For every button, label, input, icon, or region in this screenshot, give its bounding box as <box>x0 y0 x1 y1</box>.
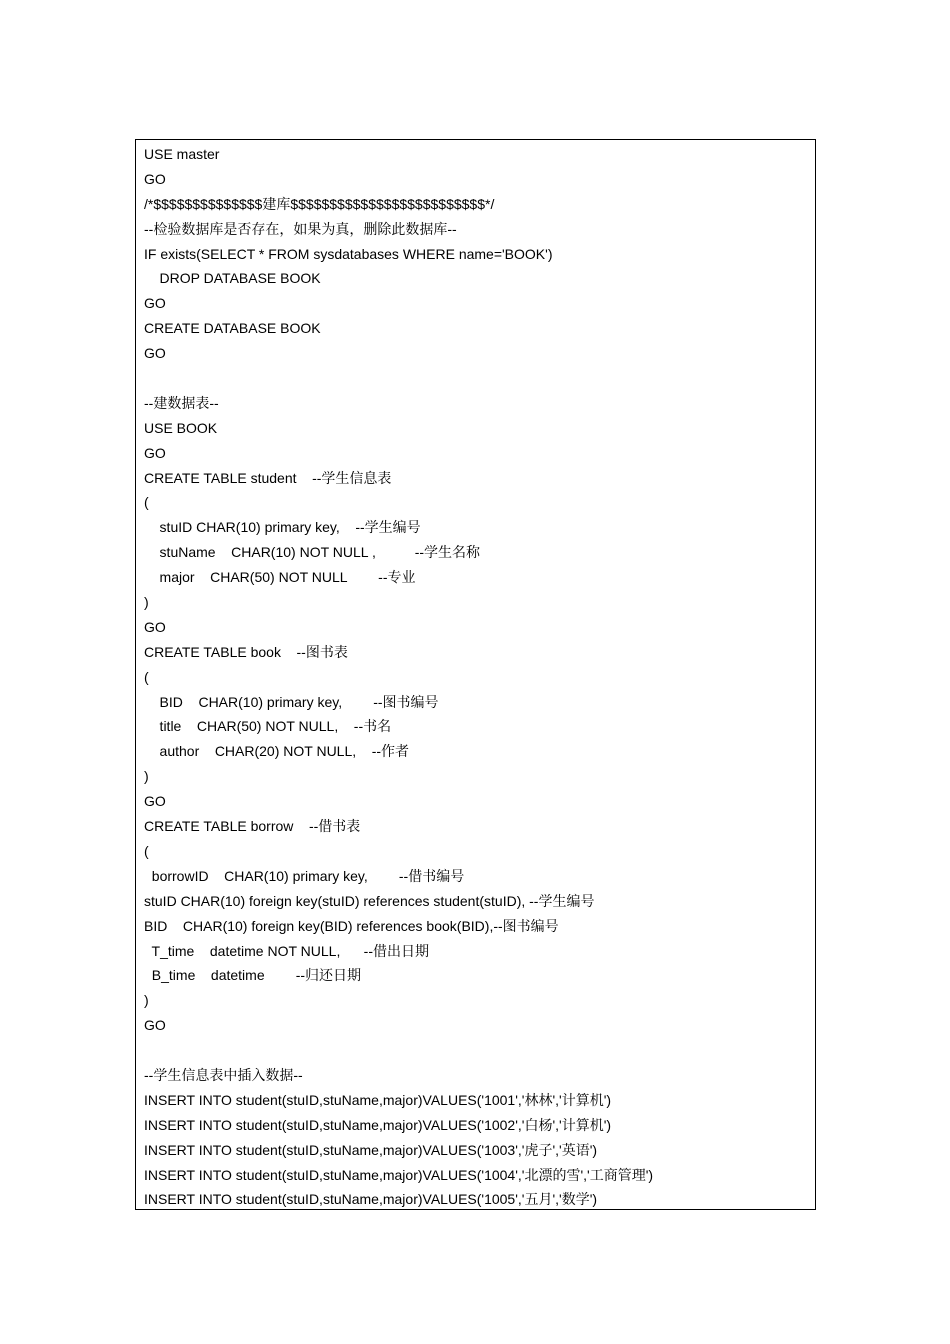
code-line: stuName CHAR(10) NOT NULL , --学生名称 <box>144 544 481 561</box>
code-line: --建数据表-- <box>144 394 219 411</box>
sql-code-box <box>135 139 816 1210</box>
code-line: CREATE DATABASE BOOK <box>144 320 321 337</box>
code-line: GO <box>144 618 166 635</box>
code-line: ( <box>144 494 149 511</box>
code-line: --学生信息表中插入数据-- <box>144 1066 303 1083</box>
code-line: BID CHAR(10) foreign key(BID) references book(BID),--图书编号 <box>144 917 559 934</box>
code-line: ( <box>144 842 149 859</box>
code-line: GO <box>144 793 166 810</box>
code-line: GO <box>144 345 166 362</box>
code-line: CREATE TABLE student --学生信息表 <box>144 469 392 486</box>
code-line: GO <box>144 1017 166 1034</box>
code-line: ) <box>144 992 149 1009</box>
code-line: INSERT INTO student(stuID,stuName,major)VALUES('1002','白杨','计算机') <box>144 1116 612 1133</box>
code-line: INSERT INTO student(stuID,stuName,major)VALUES('1004','北漂的雪','工商管理') <box>144 1166 654 1183</box>
code-line: INSERT INTO student(stuID,stuName,major)VALUES('1005','五月','数学') <box>144 1191 598 1208</box>
code-line: USE master <box>144 146 220 162</box>
code-line: ) <box>144 768 149 785</box>
code-line: IF exists(SELECT * FROM sysdatabases WHERE name='BOOK') <box>144 245 553 262</box>
code-line: /*$$$$$$$$$$$$$$建库$$$$$$$$$$$$$$$$$$$$$$$$$*/ <box>144 195 495 212</box>
code-line: borrowID CHAR(10) primary key, --借书编号 <box>144 867 465 884</box>
code-line: --检验数据库是否存在，如果为真，删除此数据库-- <box>144 220 457 237</box>
code-line: DROP DATABASE BOOK <box>144 270 321 287</box>
code-line: USE BOOK <box>144 419 218 436</box>
code-line: title CHAR(50) NOT NULL, --书名 <box>144 718 392 735</box>
code-line <box>144 1038 815 1063</box>
code-line: ( <box>144 668 149 685</box>
code-line: author CHAR(20) NOT NULL, --作者 <box>144 743 410 760</box>
code-line: INSERT INTO student(stuID,stuName,major)VALUES('1003','虎子','英语') <box>144 1141 598 1158</box>
code-line: major CHAR(50) NOT NULL --专业 <box>144 569 416 586</box>
code-line: B_time datetime --归还日期 <box>144 967 362 984</box>
code-line: INSERT INTO student(stuID,stuName,major)VALUES('1001','林林','计算机') <box>144 1091 612 1108</box>
code-line: GO <box>144 170 166 187</box>
code-line: BID CHAR(10) primary key, --图书编号 <box>144 693 439 710</box>
code-line: stuID CHAR(10) foreign key(stuID) references student(stuID), --学生编号 <box>144 892 595 909</box>
code-line: GO <box>144 444 166 461</box>
code-line: T_time datetime NOT NULL, --借出日期 <box>144 942 429 959</box>
code-line: ) <box>144 594 149 611</box>
code-line <box>144 366 815 391</box>
code-line: CREATE TABLE borrow --借书表 <box>144 818 361 835</box>
code-line: CREATE TABLE book --图书表 <box>144 643 348 660</box>
code-line: GO <box>144 295 166 312</box>
code-line: stuID CHAR(10) primary key, --学生编号 <box>144 519 421 536</box>
